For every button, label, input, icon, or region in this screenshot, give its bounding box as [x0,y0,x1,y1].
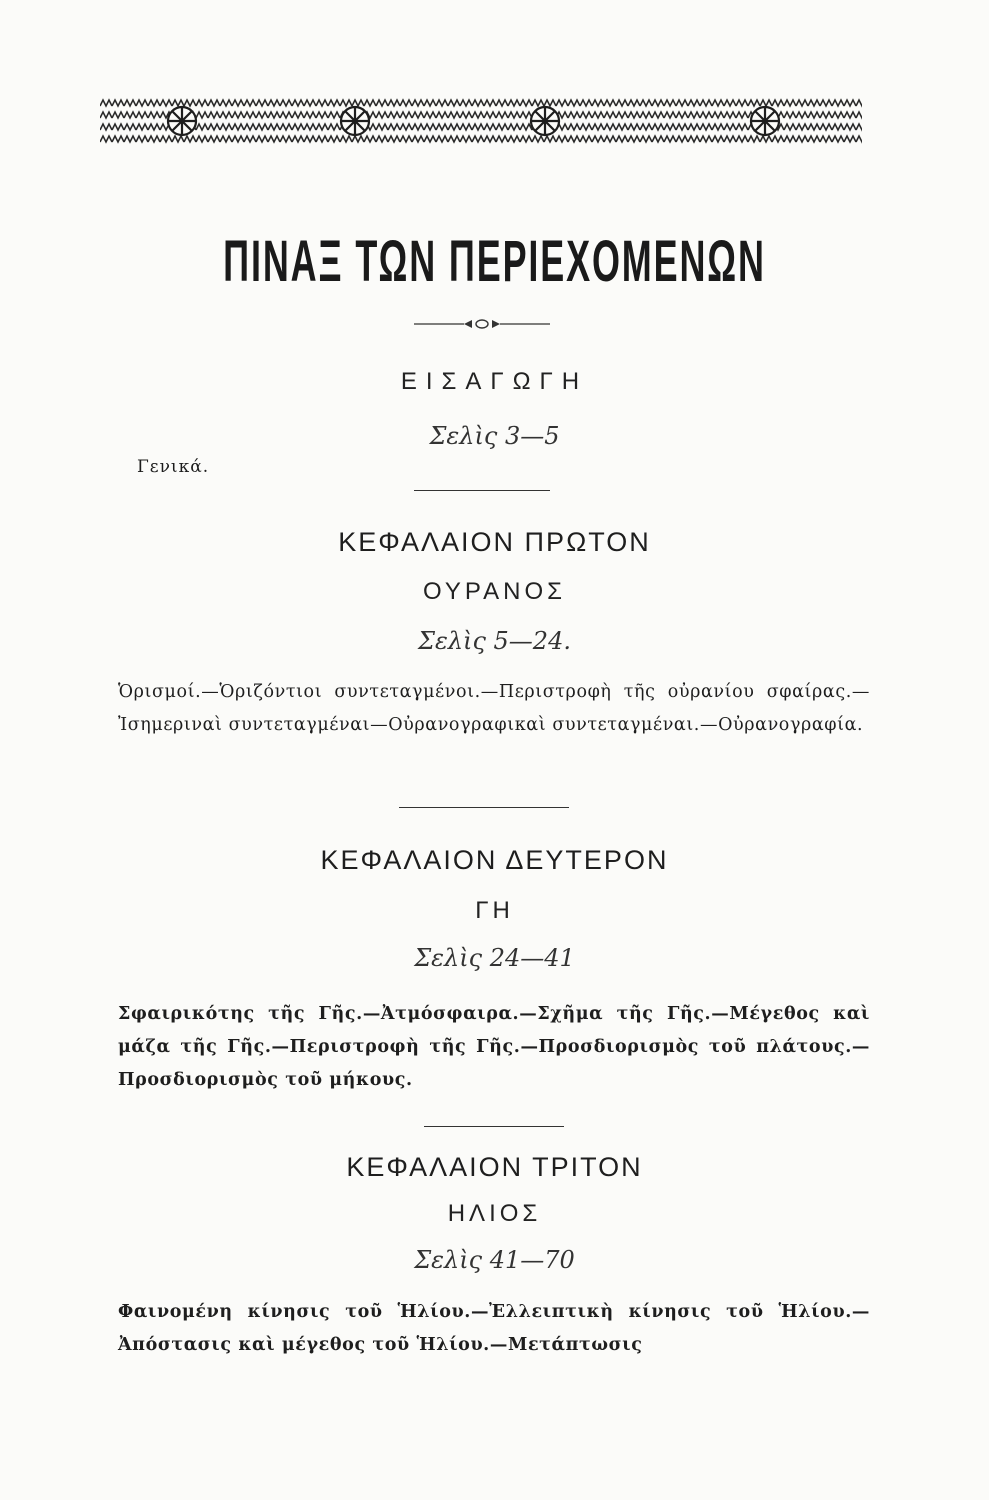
chapter-1-pages: Σελὶς 5—24. [418,627,571,655]
page-title: ΠΙΝΑΞ ΤΩΝ ΠΕΡΙΕΧΟΜΕΝΩΝ [223,229,766,294]
chapter-3-heading: ΚΕΦΑΛΑΙΟΝ ΤΡΙΤΟΝ [346,1152,643,1182]
intro-text: Γενικά. [137,457,210,477]
intro-heading: ΕΙΣΑΓΩΓΗ [400,368,589,395]
chapter-2-pages: Σελὶς 24—41 [414,944,575,972]
chapter-1-heading: ΚΕΦΑΛΑΙΟΝ ΠΡΩΤΟΝ [338,527,651,557]
ornament-band [100,97,862,145]
chapter-3-pages: Σελὶς 41—70 [414,1246,575,1274]
chapter-1-subject: ΟΥΡΑΝΟΣ [423,578,566,605]
section-divider [414,490,550,491]
section-divider [424,1126,564,1127]
chapter-2-subject: ΓΗ [475,897,514,924]
intro-pages: Σελὶς 3—5 [429,422,560,450]
chapter-2-contents: Σφαιρικότης τῆς Γῆς.—Ἀτμόσφαιρα.—Σχῆμα τῆς Γῆς.—Μέγεθος καὶ μάζα τῆς Γῆς.—Περιστροφὴ τῆς Γῆς.—Προσδιορισμὸς τοῦ πλάτους.—Προσδιορισμὸς τοῦ μήκους. [118,1004,870,1090]
chapter-3-contents: Φαινομένη κίνησις τοῦ Ἡλίου.—Ἐλλειπτικὴ κίνησις τοῦ Ἡλίου.— Ἀπόστασις καὶ μέγεθος τοῦ Ἡλίου.—Μετάπτωσις [118,1302,870,1355]
chapter-3-subject: ΗΛΙΟΣ [447,1200,542,1227]
section-divider [399,807,569,808]
chapter-1-contents: Ὁρισμοί.—Ὁριζόντιοι συντεταγμένοι.—Περιστροφὴ τῆς οὐρανίου σφαίρας.—Ἰσημεριναὶ συντεταγμέναι—Οὐρανογραφικαὶ συντεταγμέναι.—Οὐρανογραφία. [118,682,870,735]
divider-ornament [414,316,550,332]
chapter-2-heading: ΚΕΦΑΛΑΙΟΝ ΔΕΥΤΕΡΟΝ [320,845,669,875]
